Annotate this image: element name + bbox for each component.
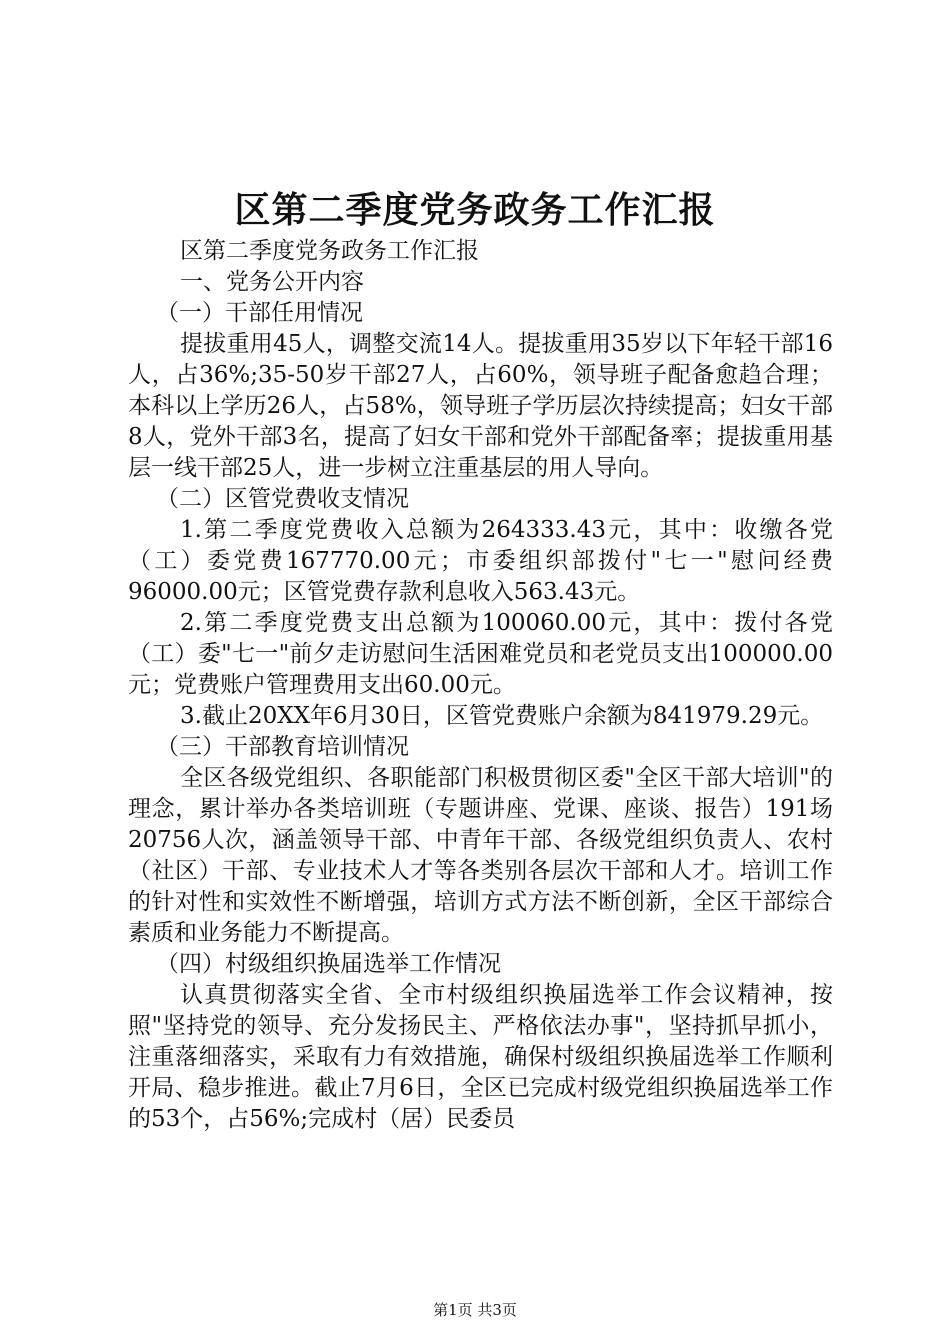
paragraph-training: 全区各级党组织、各职能部门积极贯彻区委"全区干部大培训"的理念，累计举办各类培训班（专题讲座、党课、座谈、报告）191场20756人次，涵盖领导干部、中青年干部、各级党组织负责人、农村（社区）干部、专业技术人才等各类别各层次干部和人才。培训工作的针对性和实效性不断增强，培训方式方法不断创新，全区干部综合素质和业务能力不断提高。 [128, 765, 833, 946]
subsection-heading-2: （二）区管党费收支情况 [156, 486, 409, 512]
subsection-heading-4: （四）村级组织换届选举工作情况 [156, 951, 501, 977]
paragraph-dues-balance: 3.截止20XX年6月30日，区管党费账户余额为841979.29元。 [180, 703, 824, 729]
document-title: 区第二季度党务政务工作汇报 [234, 189, 716, 231]
document-body [128, 236, 833, 1135]
paragraph-dues-expense: 2.第二季度党费支出总额为100060.00元，其中：拨付各党（工）委"七一"前夕走访慰问生活困难党员和老党员支出100000.00元；党费账户管理费用支出60.00元。 [128, 610, 833, 698]
subsection-heading-1: （一）干部任用情况 [156, 300, 363, 326]
paragraph-election: 认真贯彻落实全省、全市村级组织换届选举工作会议精神，按照"坚持党的领导、充分发扬民主、严格依法办事"，坚持抓早抓小，注重落细落实，采取有力有效措施，确保村级组织换届选举工作顺利开局、稳步推进。截止7月6日，全区已完成村级党组织换届选举工作的53个，占56%;完成村（居）民委员 [128, 982, 833, 1132]
section-heading-1: 一、党务公开内容 [180, 269, 364, 295]
page-number-footer: 第1页 共3页 [433, 1301, 517, 1319]
paragraph-dues-income: 1.第二季度党费收入总额为264333.43元，其中：收缴各党（工）委党费167770.00元；市委组织部拨付"七一"慰问经费96000.00元；区管党费存款利息收入563.43元。 [128, 517, 833, 605]
subsection-heading-3: （三）干部教育培训情况 [156, 734, 409, 760]
document-subtitle: 区第二季度党务政务工作汇报 [180, 238, 479, 264]
paragraph-cadre-appointment: 提拔重用45人，调整交流14人。提拔重用35岁以下年轻干部16人，占36%;35-50岁干部27人，占60%，领导班子配备愈趋合理；本科以上学历26人，占58%，领导班子学历层次持续提高；妇女干部8人，党外干部3名，提高了妇女干部和党外干部配备率；提拔重用基层一线干部25人，进一步树立注重基层的用人导向。 [128, 331, 833, 481]
